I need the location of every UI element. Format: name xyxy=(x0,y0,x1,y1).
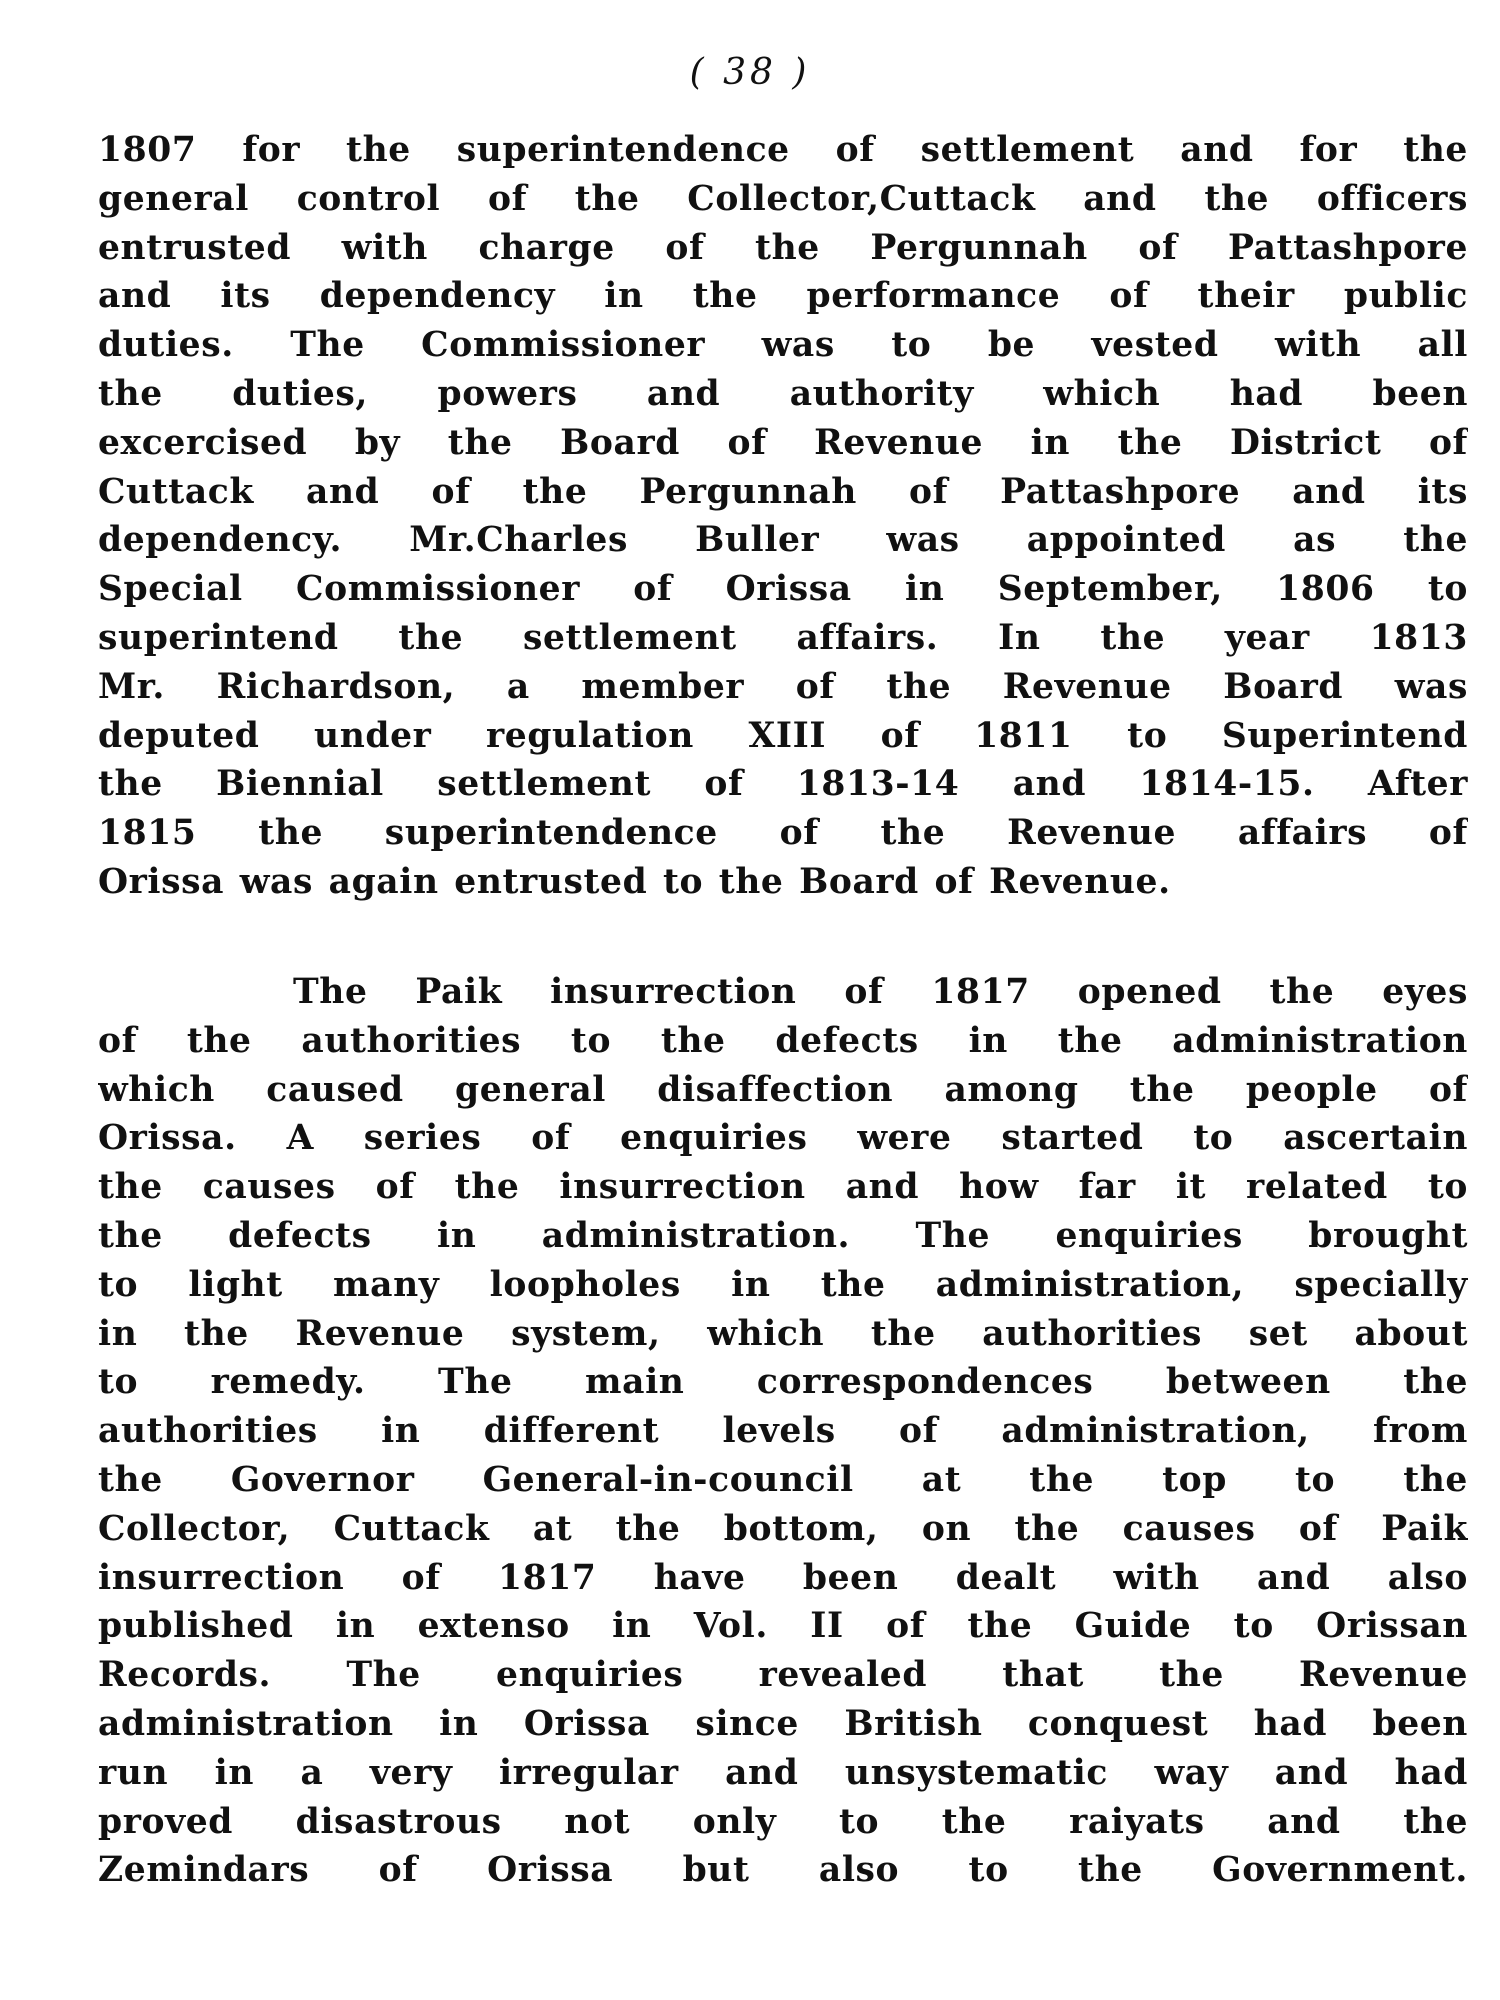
text-line: the Biennial settlement of 1813-14 and 1814-15. After xyxy=(98,764,1468,805)
text-line: Orissa. A series of enquiries were started to ascertain xyxy=(98,1118,1468,1159)
text-line: of the authorities to the defects in the administration xyxy=(98,1020,1468,1061)
text-line: run in a very irregular and unsystematic way and had xyxy=(98,1752,1468,1793)
text-line: entrusted with charge of the Pergunnah of Pattashpore xyxy=(98,227,1468,268)
text-line: administration in Orissa since British conquest had been xyxy=(98,1703,1468,1744)
paragraph-2 xyxy=(98,968,1468,1895)
text-line: general control of the Collector,Cuttack and the officers xyxy=(98,178,1468,219)
text-line: Collector, Cuttack at the bottom, on the causes of Paik xyxy=(98,1508,1468,1549)
text-line: to light many loopholes in the administration, specially xyxy=(98,1264,1468,1305)
text-line: excercised by the Board of Revenue in the District of xyxy=(98,422,1468,463)
text-line: Special Commissioner of Orissa in September, 1806 to xyxy=(98,569,1468,610)
text-line: to remedy. The main correspondences between the xyxy=(98,1362,1468,1403)
text-line: Zemindars of Orissa but also to the Government. xyxy=(98,1850,1468,1891)
text-line: 1815 the superintendence of the Revenue affairs of xyxy=(98,813,1468,854)
paragraph-1 xyxy=(98,126,1468,907)
text-line: insurrection of 1817 have been dealt with and also xyxy=(98,1557,1468,1598)
text-line: in the Revenue system, which the authorities set about xyxy=(98,1313,1468,1354)
text-line: the duties, powers and authority which had been xyxy=(98,373,1468,414)
text-line: superintend the settlement affairs. In the year 1813 xyxy=(98,617,1468,658)
text-line: Mr. Richardson, a member of the Revenue Board was xyxy=(98,666,1468,707)
text-line: which caused general disaffection among the people of xyxy=(98,1069,1468,1110)
text-line: and its dependency in the performance of their public xyxy=(98,276,1468,317)
text-line: deputed under regulation XIII of 1811 to Superintend xyxy=(98,715,1468,756)
text-line: 1807 for the superintendence of settlement and for the xyxy=(98,130,1468,170)
text-line: duties. The Commissioner was to be vested with all xyxy=(98,325,1468,366)
text-line: Cuttack and of the Pergunnah of Pattashpore and its xyxy=(98,471,1468,512)
text-line: proved disastrous not only to the raiyats and the xyxy=(98,1801,1468,1842)
text-line: Orissa was again entrusted to the Board of Revenue. xyxy=(98,861,1171,902)
text-line: The Paik insurrection of 1817 opened the eyes xyxy=(293,972,1468,1012)
text-line: published in extenso in Vol. II of the Guide to Orissan xyxy=(98,1606,1468,1647)
text-line: dependency. Mr.Charles Buller was appointed as the xyxy=(98,520,1468,561)
text-line: Records. The enquiries revealed that the Revenue xyxy=(98,1655,1468,1696)
page-number: ( 38 ) xyxy=(689,52,811,93)
text-line: authorities in different levels of administration, from xyxy=(98,1411,1468,1452)
text-line: the causes of the insurrection and how far it related to xyxy=(98,1167,1468,1208)
text-line: the Governor General-in-council at the top to the xyxy=(98,1459,1468,1500)
text-line: the defects in administration. The enquiries brought xyxy=(98,1215,1468,1256)
